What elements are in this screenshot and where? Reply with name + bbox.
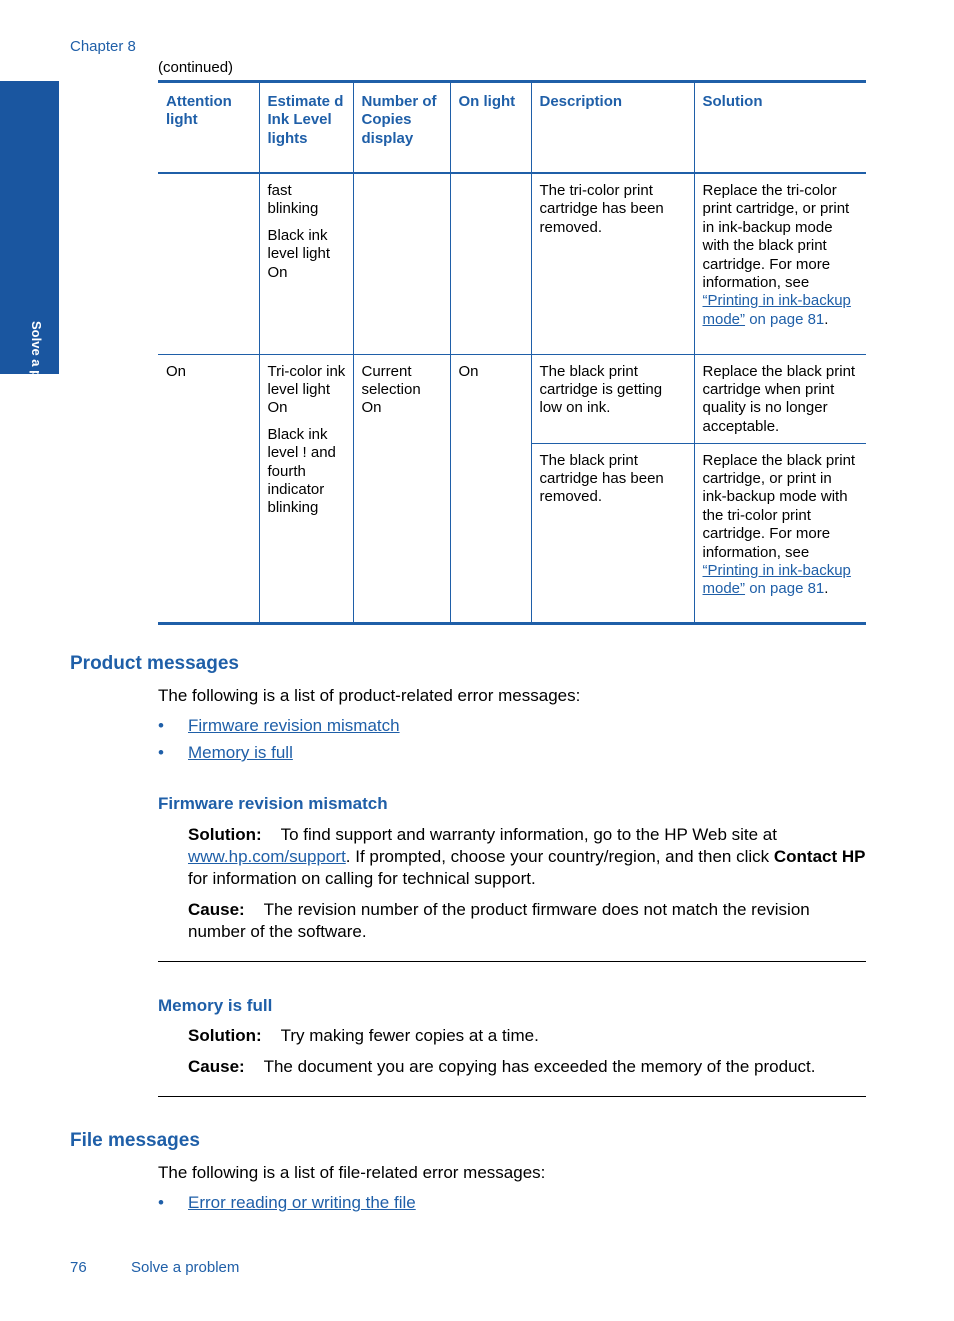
- product-messages-heading: Product messages: [70, 653, 239, 674]
- solution-end: .: [824, 580, 829, 598]
- cell-description: The black print cartridge is getting low on ink.: [531, 354, 694, 443]
- solution-text: . If prompted, choose your country/region, and then click: [345, 847, 770, 866]
- cell-attention: [158, 173, 259, 354]
- solution-text: To find support and warranty information, go to the HP Web site at: [280, 825, 777, 844]
- hp-support-link[interactable]: www.hp.com/support: [188, 847, 346, 866]
- cause-text: The revision number of the product firmware does not match the revision number of the software.: [188, 900, 810, 941]
- product-messages-intro: The following is a list of product-related error messages:: [158, 686, 581, 705]
- cell-copies: Current selection On: [353, 354, 450, 623]
- header-ink-level-lights: Estimate d Ink Level lights: [259, 82, 353, 174]
- file-messages-intro: The following is a list of file-related error messages:: [158, 1163, 546, 1182]
- cause-text: The document you are copying has exceeded the memory of the product.: [263, 1057, 816, 1076]
- header-copies-display: Number of Copies display: [353, 82, 450, 174]
- cell-description: The black print cartridge has been removed.: [531, 443, 694, 623]
- table-row: [158, 354, 866, 443]
- footer-section: Solve a problem: [131, 1259, 240, 1276]
- ink-state-1: Tri-color ink level light On: [267, 362, 346, 417]
- solution-text: Try making fewer copies at a time.: [280, 1026, 539, 1045]
- header-description: Description: [531, 82, 694, 174]
- cell-on-light: On: [450, 354, 531, 623]
- solution-text: for information on calling for technical support.: [188, 869, 536, 888]
- chapter-label: Chapter 8: [70, 38, 136, 55]
- firmware-cause: [188, 899, 868, 943]
- solution-text: Replace the tri-color print cartridge, or print in ink-backup mode with the black print cartridge. For more information, see: [702, 182, 850, 292]
- header-solution: Solution: [694, 82, 866, 174]
- side-tab: [0, 81, 59, 422]
- cell-on-light: [450, 173, 531, 354]
- cell-solution: [694, 443, 866, 623]
- ink-backup-mode-link[interactable]: “Printing in ink-backup mode”: [702, 292, 851, 328]
- memory-full-link[interactable]: Memory is full: [188, 743, 293, 762]
- bullet-icon: •: [158, 1193, 164, 1212]
- memory-heading: Memory is full: [158, 996, 273, 1015]
- solution-label: Solution:: [188, 825, 262, 844]
- ink-state-1: fast blinking: [267, 182, 319, 218]
- file-messages-heading: File messages: [70, 1130, 200, 1151]
- cause-label: Cause:: [188, 1057, 245, 1076]
- page-reference[interactable]: on page 81: [749, 310, 825, 328]
- contact-hp-label: Contact HP: [773, 847, 866, 866]
- header-on-light: On light: [450, 82, 531, 174]
- cell-solution: Replace the black print cartridge when print quality is no longer acceptable.: [694, 354, 866, 443]
- error-reading-file-link[interactable]: Error reading or writing the file: [188, 1193, 416, 1212]
- ink-state-2: Black ink level light On: [267, 226, 331, 281]
- header-attention-light: Attention light: [158, 82, 259, 174]
- solution-end: .: [824, 310, 829, 328]
- memory-cause: [188, 1056, 878, 1078]
- bullet-icon: •: [158, 716, 164, 735]
- ink-backup-mode-link[interactable]: “Printing in ink-backup mode”: [702, 561, 851, 598]
- page-number: 76: [70, 1259, 87, 1276]
- cell-attention: On: [158, 354, 259, 623]
- firmware-heading: Firmware revision mismatch: [158, 794, 388, 813]
- bullet-icon: •: [158, 743, 164, 762]
- cell-ink-level: [259, 354, 353, 623]
- cell-copies: [353, 173, 450, 354]
- cell-ink-level: [259, 173, 353, 354]
- cell-description: The tri-color print cartridge has been removed.: [531, 173, 694, 354]
- side-tab-label: Solve a problem: [29, 321, 44, 422]
- page-reference[interactable]: on page 81: [749, 580, 825, 598]
- firmware-solution: [188, 824, 868, 890]
- memory-solution: [188, 1025, 868, 1047]
- table-row: [158, 173, 866, 354]
- indicator-table: [158, 80, 866, 625]
- divider: [158, 1096, 866, 1097]
- cell-solution: [694, 173, 866, 354]
- continued-label: (continued): [158, 59, 234, 76]
- cause-label: Cause:: [188, 900, 245, 919]
- firmware-mismatch-link[interactable]: Firmware revision mismatch: [188, 716, 400, 735]
- table-header-row: [158, 82, 866, 174]
- divider: [158, 961, 866, 962]
- solution-text: Replace the black print cartridge, or print in ink-backup mode with the tri-color print cartridge. For more information, see: [702, 451, 856, 561]
- ink-state-2: Black ink level ! and fourth indicator blinking: [267, 425, 336, 517]
- solution-label: Solution:: [188, 1026, 262, 1045]
